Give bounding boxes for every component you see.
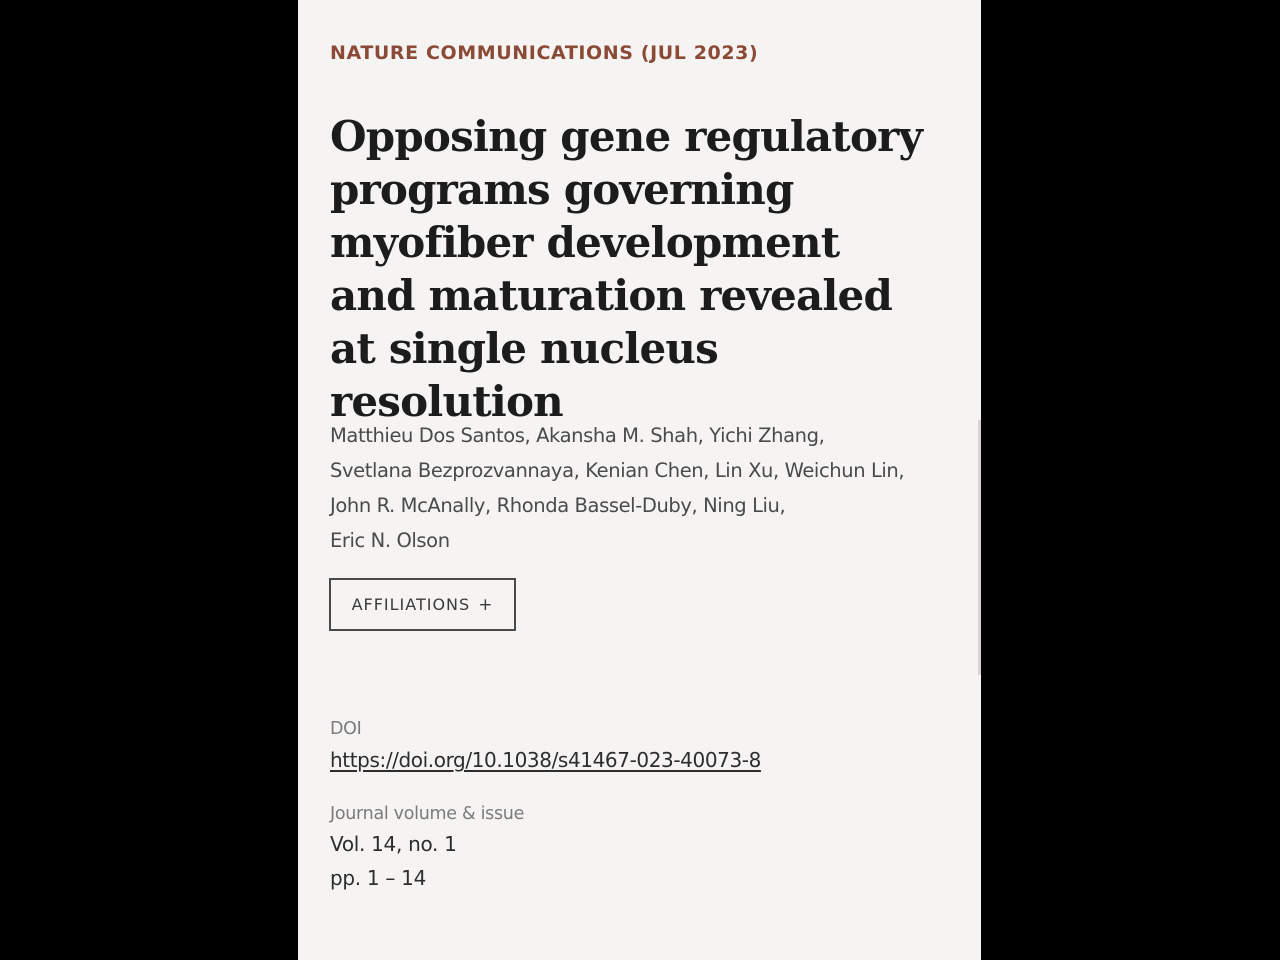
affiliations-button[interactable] bbox=[329, 578, 516, 631]
doi-label: DOI bbox=[330, 719, 362, 739]
article-title: Opposing gene regulatory programs governing myofiber development and maturation revealed at single nucleus resolution bbox=[330, 112, 923, 426]
author-line: Svetlana Bezprozvannaya, Kenian Chen, Lin Xu, Weichun Lin, bbox=[330, 459, 905, 482]
panel-edge-divider bbox=[978, 420, 981, 675]
journal-name: NATURE COMMUNICATIONS (JUL 2023) bbox=[330, 42, 759, 64]
affiliations-label: AFFILIATIONS bbox=[351, 595, 471, 614]
pages-value: pp. 1 – 14 bbox=[330, 866, 426, 890]
plus-icon: + bbox=[478, 594, 494, 615]
volume-label: Journal volume & issue bbox=[330, 804, 525, 824]
author-line: Eric N. Olson bbox=[330, 529, 450, 552]
doi-link[interactable]: https://doi.org/10.1038/s41467-023-40073-8 bbox=[330, 748, 761, 772]
author-line: John R. McAnally, Rhonda Bassel-Duby, Ning Liu, bbox=[330, 494, 786, 517]
volume-value: Vol. 14, no. 1 bbox=[330, 832, 457, 856]
article-card bbox=[298, 0, 981, 960]
author-line: Matthieu Dos Santos, Akansha M. Shah, Yichi Zhang, bbox=[330, 424, 825, 447]
author-list bbox=[330, 418, 950, 558]
